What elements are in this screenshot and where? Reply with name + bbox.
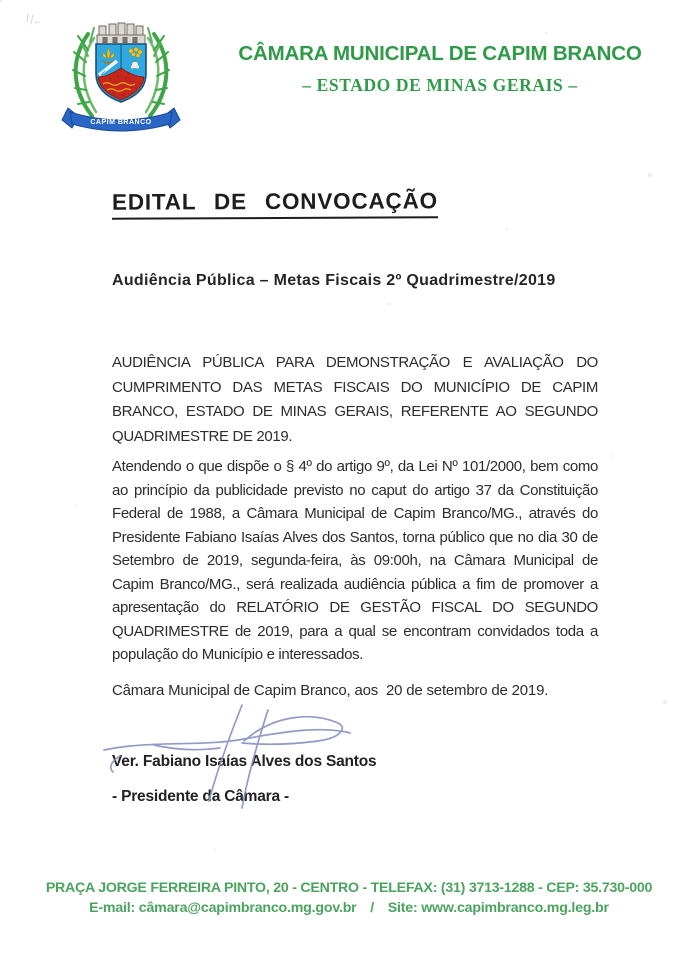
signer-name: Ver. Fabiano Isaías Alves dos Santos — [112, 753, 377, 770]
coat-of-arms-icon — [58, 16, 184, 142]
ribbon — [62, 108, 180, 131]
date-line: Câmara Municipal de Capim Branco, aos 20 de setembro de 2019. — [112, 682, 549, 699]
paragraph-legal-basis: Atendendo o que dispõe o § 4º do artigo 9º, da Lei Nº 101/2000, bem como ao princípio da publicidade previsto no caput do artigo 37 da Constituição Federal de 1988, a Câmara Municipal de Capim Branco/MG., através do Presidente Fabiano Isaías Alves dos Santos, torna público que no dia 30 de Setembro de 2019, segunda-feira, às 09:00h, na Câmara Municipal de Capim Branco/MG., será realizada audiência pública a fim de promover a apresentação do RELATÓRIO DE GESTÃO FISCAL DO SEGUNDO QUADRIMESTRE de 2019, para a qual se encontram convidados toda a população do Município e interessados. — [112, 458, 598, 663]
shield — [96, 44, 146, 102]
document-subtitle: Audiência Pública – Metas Fiscais 2º Quadrimestre/2019 — [112, 272, 556, 289]
footer-site: Site: www.capimbranco.mg.leg.br — [387, 900, 609, 916]
document-title: EDITAL DE CONVOCAÇÃO — [112, 188, 438, 219]
letterhead-text — [225, 42, 655, 96]
paragraph-summary: AUDIÊNCIA PÚBLICA PARA DEMONSTRAÇÃO E AVALIAÇÃO DO CUMPRIMENTO DAS METAS FISCAIS DO MUNICÍPIO DE CAPIM BRANCO, ESTADO DE MINAS GERAIS, REFERENTE AO SEGUNDO QUADRIMESTRE DE 2019. — [112, 354, 598, 445]
footer-address: PRAÇA JORGE FERREIRA PINTO, 20 - CENTRO - TELEFAX: (31) 3713-1288 - CEP: 35.730-000 — [45, 880, 653, 896]
scan-noise-specks — [0, 0, 2, 2]
signer-title: - Presidente da Câmara - — [112, 788, 289, 805]
ribbon-text: CAPIM BRANCO — [90, 119, 152, 126]
mural-crown — [97, 23, 145, 44]
state-line: – ESTADO DE MINAS GERAIS – — [302, 75, 578, 95]
footer-email: E-mail: câmara@capimbranco.mg.gov.br — [89, 900, 357, 916]
pencil-mark-artifact — [24, 12, 42, 28]
footer-contacts — [0, 900, 698, 916]
footer-separator: / — [370, 900, 374, 916]
org-name: CÂMARA MUNICIPAL DE CAPIM BRANCO — [238, 42, 642, 65]
footer — [0, 880, 698, 916]
